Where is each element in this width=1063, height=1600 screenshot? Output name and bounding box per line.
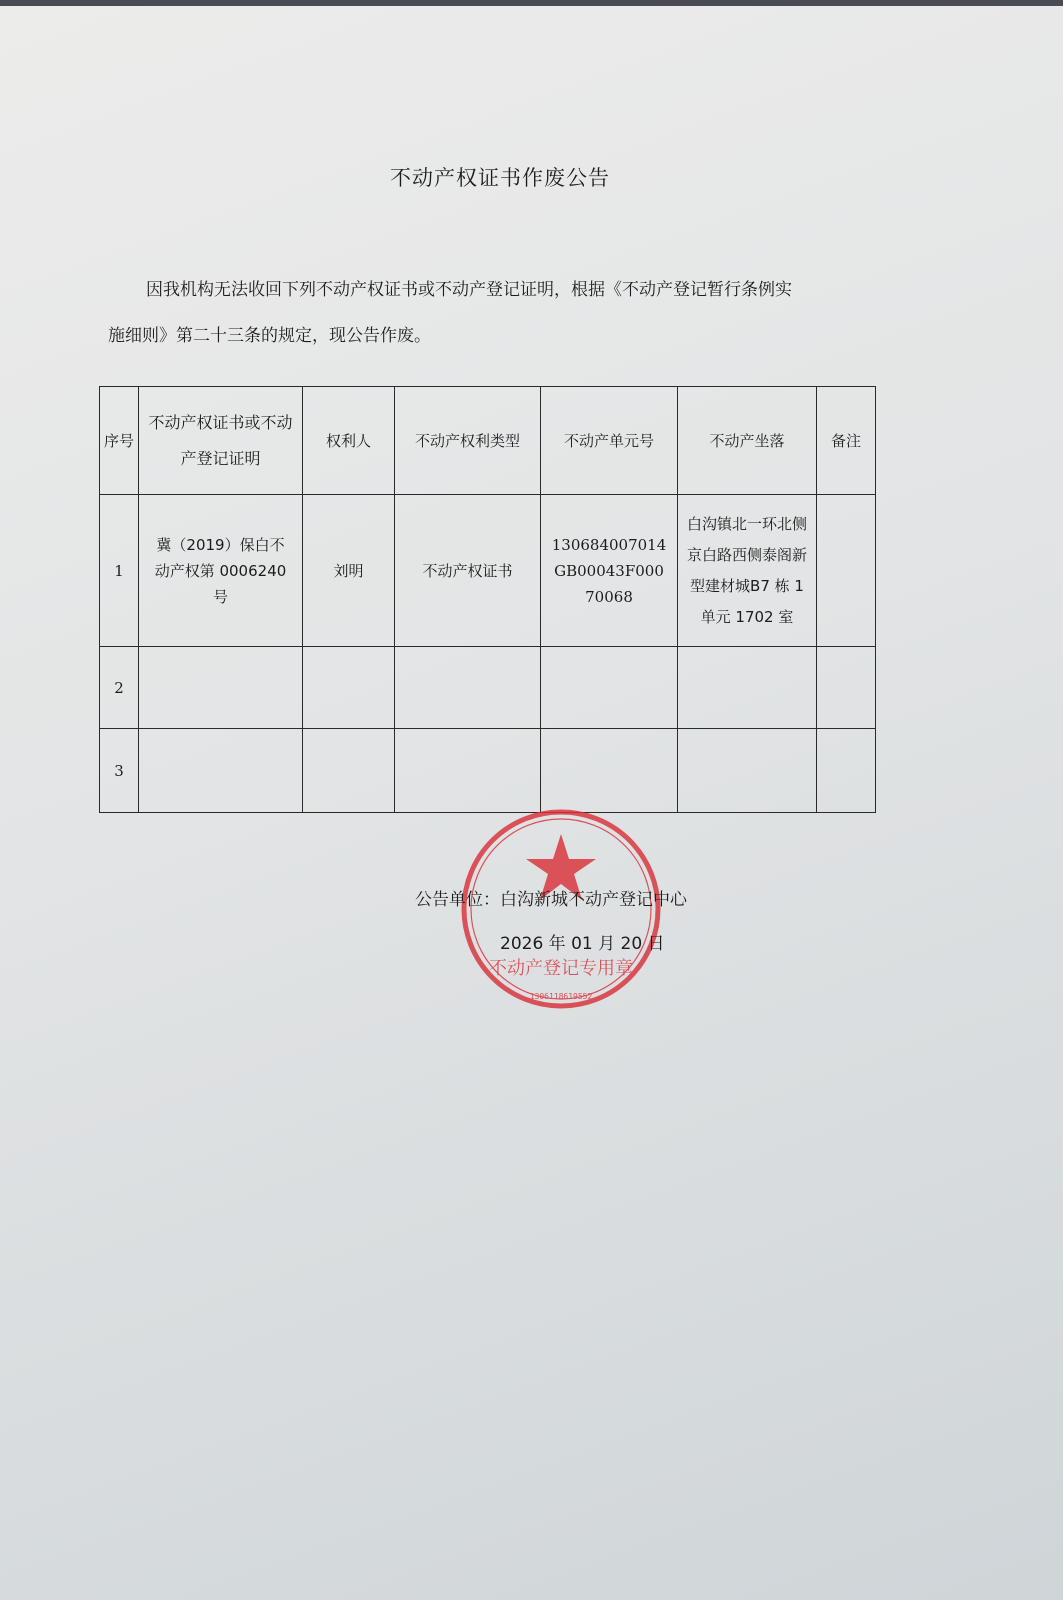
table-row (100, 647, 876, 729)
holder-cell (303, 729, 395, 813)
table-header-row (100, 387, 876, 495)
certificate-table (99, 386, 876, 813)
certificate-number-cell (139, 647, 303, 729)
right-type-cell (395, 729, 541, 813)
row-number: 1 (100, 495, 139, 647)
unit-number-cell (541, 647, 678, 729)
note-cell (817, 647, 876, 729)
note-cell (817, 495, 876, 647)
body-paragraph-line-2: 施细则》第二十三条的规定，现公告作废。 (108, 326, 431, 346)
header-cell: 备注 (817, 387, 876, 495)
header-cell: 不动产坐落 (678, 387, 817, 495)
row-number: 2 (100, 647, 139, 729)
seal-number: 1306118619552 (529, 992, 593, 1001)
header-cell: 不动产单元号 (541, 387, 678, 495)
row-number: 3 (100, 729, 139, 813)
unit-number-cell (541, 729, 678, 813)
right-type-cell: 不动产权证书 (395, 495, 541, 647)
table-row (100, 495, 876, 647)
header-cell: 不动产权利类型 (395, 387, 541, 495)
table-row (100, 729, 876, 813)
header-cell: 权利人 (303, 387, 395, 495)
body-paragraph-line-1: 因我机构无法收回下列不动产权证书或不动产登记证明，根据《不动产登记暂行条例实 (146, 280, 792, 300)
location-cell: 白沟镇北一环北侧京白路西侧泰阁新型建材城B7 栋 1 单元 1702 室 (678, 495, 817, 647)
right-type-cell (395, 647, 541, 729)
scan-top-edge (0, 0, 1063, 6)
location-cell (678, 647, 817, 729)
certificate-number-cell: 冀（2019）保白不动产权第 0006240 号 (139, 495, 303, 647)
header-cell: 序号 (100, 387, 139, 495)
location-cell (678, 729, 817, 813)
note-cell (817, 729, 876, 813)
document-title: 不动产权证书作废公告 (390, 166, 610, 190)
seal-center-text: 不动产登记专用章 (489, 958, 633, 979)
unit-number-cell: 130684007014GB00043F00070068 (541, 495, 678, 647)
holder-cell: 刘明 (303, 495, 395, 647)
holder-cell (303, 647, 395, 729)
certificate-number-cell (139, 729, 303, 813)
announcement-date: 2026 年 01 月 20 日 (500, 934, 665, 954)
header-cell: 不动产权证书或不动产登记证明 (139, 387, 303, 495)
announcing-unit: 公告单位：白沟新城不动产登记中心 (415, 890, 687, 910)
